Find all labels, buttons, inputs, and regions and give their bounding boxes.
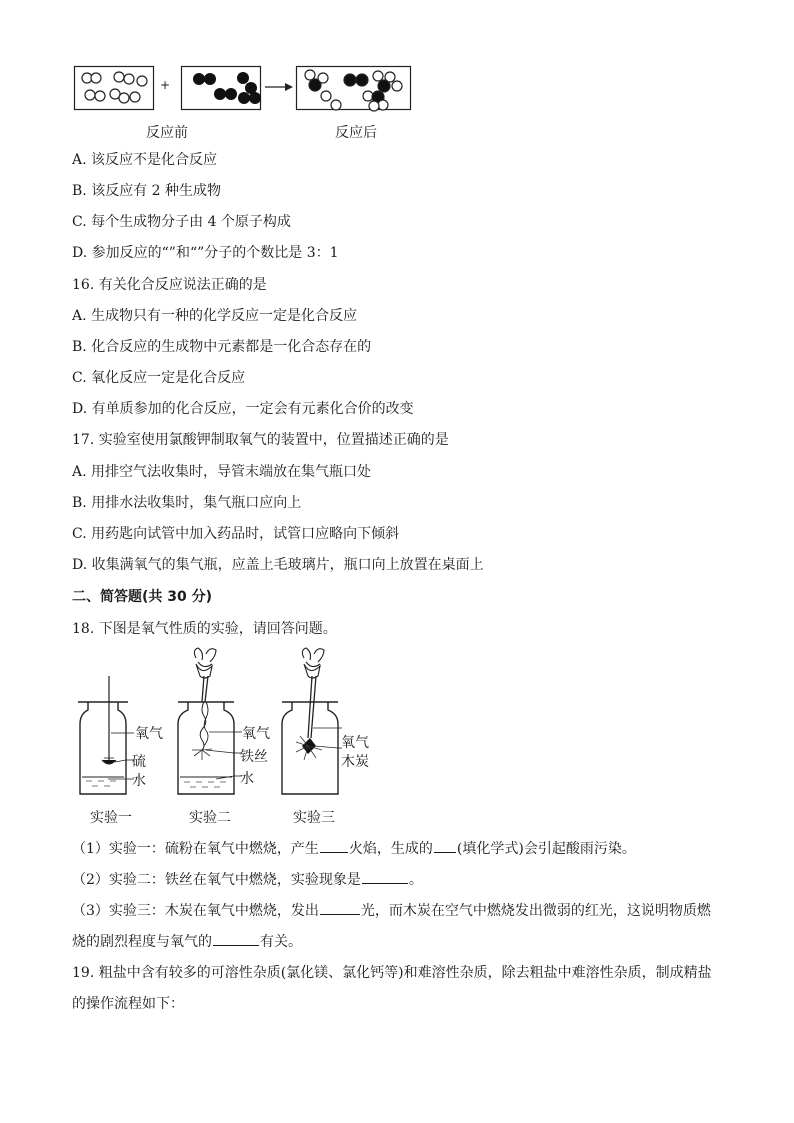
q18-sub1-part-c: (填化学式)会引起酸雨污染。 bbox=[456, 841, 636, 857]
q18-sub3-part-a: （3）实验三：木炭在氧气中燃烧，发出 bbox=[72, 903, 319, 919]
q18-sub1-blank-1[interactable] bbox=[320, 838, 348, 853]
exp2-water-label: 水 bbox=[240, 771, 254, 787]
q16-option-d: D. 有单质参加的化合反应，一定会有元素化合价的改变 bbox=[72, 401, 414, 417]
q19-line1: 19. 粗盐中含有较多的可溶性杂质(氯化镁、氯化钙等)和难溶性杂质，除去粗盐中难溶性杂质，制成精盐 bbox=[72, 965, 712, 981]
reaction-arrow bbox=[265, 82, 293, 92]
section-heading: 二、简答题(共 30 分) bbox=[72, 589, 213, 605]
q18-sub3-blank-2[interactable] bbox=[213, 931, 259, 946]
q17-option-c: C. 用药匙向试管中加入药品时，试管口应略向下倾斜 bbox=[72, 526, 400, 542]
q15-option-b: B. 该反应有 2 种生成物 bbox=[72, 183, 221, 199]
exp3-caption: 实验三 bbox=[293, 810, 335, 826]
q17-option-d: D. 收集满氧气的集气瓶，应盖上毛玻璃片，瓶口向上放置在桌面上 bbox=[72, 557, 484, 573]
q18-sub3-line1 bbox=[72, 900, 711, 921]
plus-sign: + bbox=[160, 78, 171, 92]
q18-sub1-blank-2[interactable] bbox=[434, 838, 456, 853]
q18-sub2 bbox=[72, 869, 423, 890]
reactant-box-b bbox=[181, 66, 261, 110]
q18-sub1 bbox=[72, 838, 636, 859]
caption-before: 反应前 bbox=[146, 125, 188, 141]
exp1-water-label: 水 bbox=[132, 773, 146, 789]
q18-sub1-part-b: 火焰，生成的 bbox=[348, 841, 433, 857]
exp3-charcoal-label: 木炭 bbox=[341, 754, 369, 770]
q17-option-b: B. 用排水法收集时，集气瓶口应向上 bbox=[72, 495, 302, 511]
product-box bbox=[296, 66, 411, 110]
q15-option-c: C. 每个生成物分子由 4 个原子构成 bbox=[72, 214, 291, 230]
q18-sub3-part-c: 烧的剧烈程度与氧气的 bbox=[72, 934, 212, 950]
q18-sub3-part-b: 光，而木炭在空气中燃烧发出微弱的红光，这说明物质燃 bbox=[360, 903, 711, 919]
q15-option-a: A. 该反应不是化合反应 bbox=[72, 152, 218, 168]
q17-stem: 17. 实验室使用氯酸钾制取氧气的装置中，位置描述正确的是 bbox=[72, 432, 449, 448]
q16-stem: 16. 有关化合反应说法正确的是 bbox=[72, 277, 267, 293]
reactant-box-a bbox=[74, 66, 154, 110]
q19-line2: 的操作流程如下： bbox=[72, 996, 184, 1012]
exp1-oxygen-label: 氧气 bbox=[135, 726, 163, 742]
exp3-oxygen-label: 氧气 bbox=[341, 735, 369, 751]
exp2-caption: 实验二 bbox=[189, 810, 231, 826]
exp1-sulfur-label: 硫 bbox=[132, 754, 146, 770]
exp2-wire-label: 铁丝 bbox=[240, 749, 268, 765]
q16-option-a: A. 生成物只有一种的化学反应一定是化合反应 bbox=[72, 308, 358, 324]
caption-after: 反应后 bbox=[335, 125, 377, 141]
q18-sub2-part-a: （2）实验二：铁丝在氧气中燃烧，实验现象是 bbox=[72, 872, 361, 888]
q18-sub3-part-d: 有关。 bbox=[260, 934, 302, 950]
q16-option-b: B. 化合反应的生成物中元素都是一化合态存在的 bbox=[72, 339, 372, 355]
jar-2-icon bbox=[176, 646, 236, 798]
q18-sub2-blank[interactable] bbox=[362, 869, 408, 884]
q18-sub3-blank-1[interactable] bbox=[320, 900, 360, 915]
q17-option-a: A. 用排空气法收集时，导管末端放在集气瓶口处 bbox=[72, 464, 372, 480]
exp2-oxygen-label: 氧气 bbox=[242, 726, 270, 742]
q18-sub3-line2 bbox=[72, 931, 302, 952]
jar-1-icon bbox=[78, 676, 128, 800]
q18-sub2-part-b: 。 bbox=[408, 872, 423, 888]
q18-stem: 18. 下图是氧气性质的实验，请回答问题。 bbox=[72, 621, 337, 637]
jar-3-icon bbox=[280, 646, 340, 798]
q18-sub1-part-a: （1）实验一：硫粉在氧气中燃烧，产生 bbox=[72, 841, 319, 857]
q15-option-d: D. 参加反应的“”和“”分子的个数比是 3：1 bbox=[72, 245, 339, 261]
exp1-caption: 实验一 bbox=[90, 810, 132, 826]
q16-option-c: C. 氧化反应一定是化合反应 bbox=[72, 370, 246, 386]
